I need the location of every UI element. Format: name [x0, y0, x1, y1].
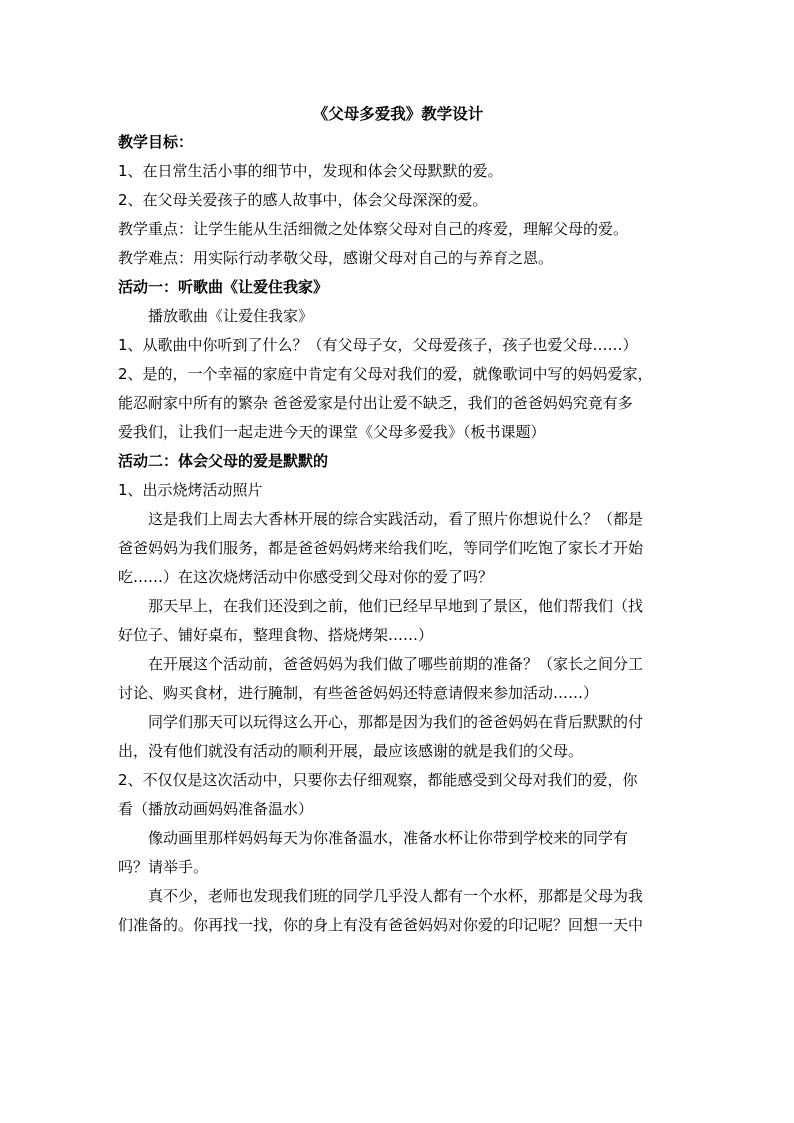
- text-line: 在开展这个活动前，爸爸妈妈为我们做了哪些前期的准备？（家长之间分工: [148, 655, 644, 673]
- text-line: 同学们那天可以玩得这么开心，那都是因为我们的爸爸妈妈在背后默默的付: [148, 713, 644, 731]
- text-line: 播放歌曲《让爱住我家》: [148, 307, 314, 325]
- text-line: 2、在父母关爱孩子的感人故事中，体会父母深深的爱。: [118, 191, 488, 209]
- text-line: 教学重点：让学生能从生活细微之处体察父母对自己的疼爱，理解父母的爱。: [118, 220, 629, 238]
- section-heading: 教学目标：: [118, 133, 194, 151]
- document-title: 《父母多爱我》教学设计: [312, 105, 484, 123]
- text-line: 教学难点：用实际行动孝敬父母，感谢父母对自己的与养育之恩。: [118, 249, 554, 267]
- text-line: 那天早上，在我们还没到之前，他们已经早早地到了景区，他们帮我们（找: [148, 597, 644, 615]
- text-line: 出，没有他们就没有活动的顺利开展，最应该感谢的就是我们的父母。: [118, 742, 584, 760]
- text-line: 能忍耐家中所有的繁杂 爸爸爱家是付出让爱不缺乏，我们的爸爸妈妈究竟有多: [118, 394, 633, 412]
- text-line: 像动画里那样妈妈每天为你准备温水，准备水杯让你带到学校来的同学有: [148, 829, 629, 847]
- text-line: 2、不仅仅是这次活动中，只要你去仔细观察，都能感受到父母对我们的爱，你: [118, 771, 638, 789]
- text-line: 看（播放动画妈妈准备温水）: [118, 800, 314, 818]
- document-body: [118, 128, 678, 940]
- text-line: 1、在日常生活小事的细节中，发现和体会父母默默的爱。: [118, 162, 503, 180]
- text-line: 爱我们，让我们一起走进今天的课堂《父母多爱我》（板书课题）: [118, 423, 546, 441]
- text-line: 讨论、购买食材，进行腌制，有些爸爸妈妈还特意请假来参加活动……）: [118, 684, 599, 702]
- document-page: [118, 100, 678, 940]
- text-line: 这是我们上周去大香林开展的综合实践活动，看了照片你想说什么？（都是: [148, 510, 644, 528]
- section-heading: 活动二：体会父母的爱是默默的: [118, 452, 329, 470]
- text-line: 吗？请举手。: [118, 858, 209, 876]
- text-line: 1、出示烧烤活动照片: [118, 481, 263, 499]
- text-line: 吃……）在这次烧烤活动中你感受到父母对你的爱了吗？: [118, 568, 494, 586]
- text-line: 1、从歌曲中你听到了什么？（有父母子女，父母爱孩子，孩子也爱父母……）: [118, 336, 638, 354]
- text-line: 好位子、铺好桌布，整理食物、搭烧烤架……）: [118, 626, 434, 644]
- text-line: 真不少，老师也发现我们班的同学几乎没人都有一个水杯，那都是父母为我: [148, 887, 644, 905]
- section-heading: 活动一：听歌曲《让爱住我家》: [118, 278, 329, 296]
- text-line: 们准备的。你再找一找，你的身上有没有爸爸妈妈对你爱的印记呢？回想一天中: [118, 916, 644, 934]
- text-line: 爸爸妈妈为我们服务，都是爸爸妈妈烤来给我们吃，等同学们吃饱了家长才开始: [118, 539, 644, 557]
- text-line: 2、是的，一个幸福的家庭中肯定有父母对我们的爱，就像歌词中写的妈妈爱家，: [118, 365, 653, 383]
